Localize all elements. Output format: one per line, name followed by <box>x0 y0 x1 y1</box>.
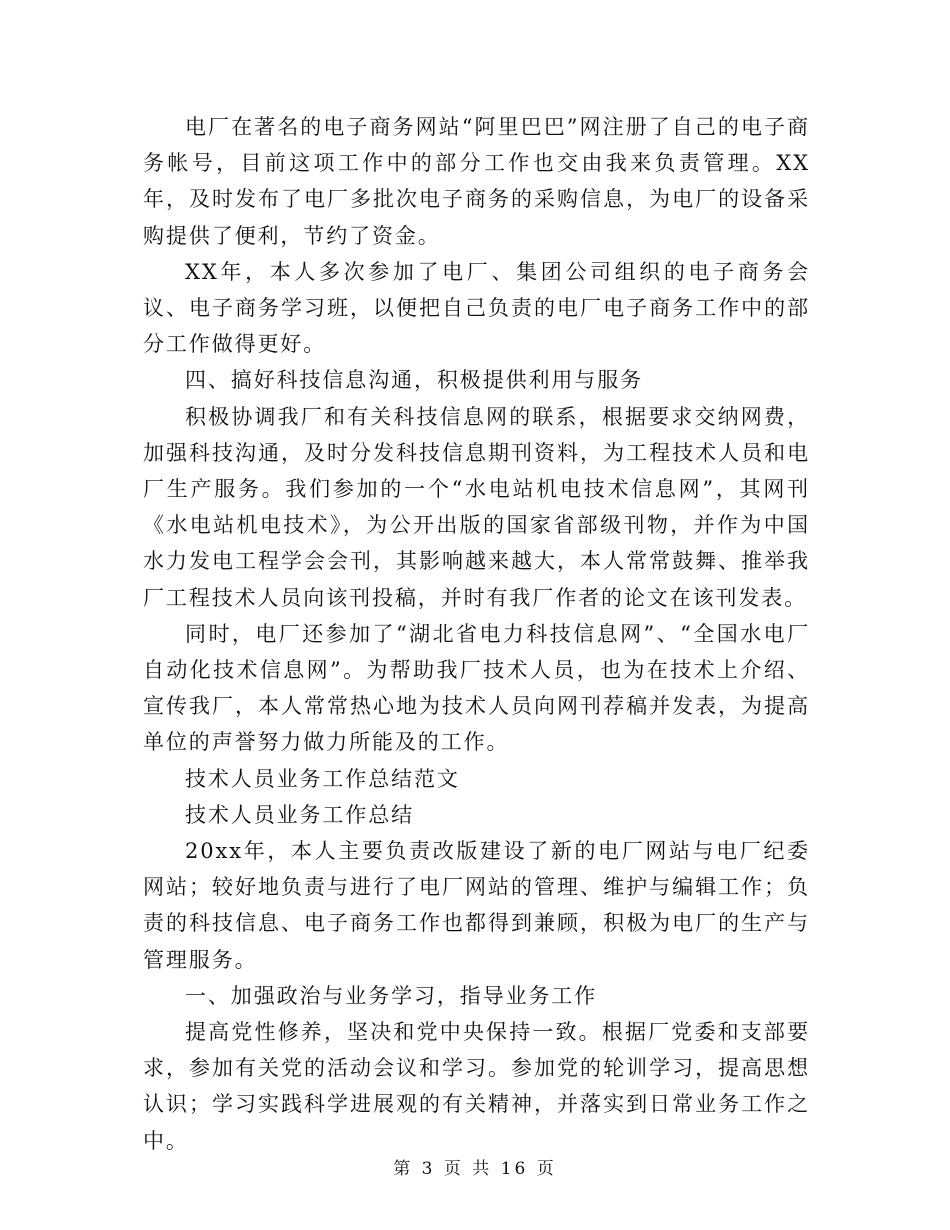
page-number-footer: 第 3 页 共 16 页 <box>393 1159 557 1179</box>
document-title: 技术人员业务工作总结范文 <box>185 766 460 791</box>
paragraph-hubei-network: 同时，电厂还参加了“湖北省电力科技信息网”、“全国水电厂自动化技术信息网”。为帮助我厂技术人员，也为在技术上介绍、宣传我厂，本人常常热心地为技术人员向网刊荐稿并发表，为提高单位的声誉努力做力所能及的工作。 <box>143 621 810 755</box>
paragraph-website-work: 20xx年，本人主要负责改版建设了新的电厂网站与电厂纪委网站；较好地负责与进行了电厂网站的管理、维护与编辑工作；负责的科技信息、电子商务工作也都得到兼顾，积极为电厂的生产与管理服务。 <box>143 839 810 972</box>
section-heading-political-study: 一、加强政治与业务学习，指导业务工作 <box>185 983 598 1008</box>
paragraph-alibaba-account: 电厂在著名的电子商务网站“阿里巴巴”网注册了自己的电子商务帐号，目前这项工作中的部分工作也交由我来负责管理。XX年，及时发布了电厂多批次电子商务的采购信息，为电厂的设备采购提供了便利，节约了资金。 <box>143 115 810 248</box>
paragraph-ecommerce-meetings: XX年，本人多次参加了电厂、集团公司组织的电子商务会议、电子商务学习班，以便把自己负责的电厂电子商务工作中的部分工作做得更好。 <box>143 259 810 357</box>
document-body <box>143 109 810 1159</box>
paragraph-party-study: 提高党性修养，坚决和党中央保持一致。根据厂党委和支部要求，参加有关党的活动会议和学习。参加党的轮训学习，提高思想认识；学习实践科学进展观的有关精神，并落实到日常业务工作之中。 <box>143 1020 810 1153</box>
paragraph-tech-info-network: 积极协调我厂和有关科技信息网的联系，根据要求交纳网费，加强科技沟通，及时分发科技信息期刊资料，为工程技术人员和电厂生产服务。我们参加的一个“水电站机电技术信息网”，其网刊《水电站机电技术》，为公开出版的国家省部级刊物，并作为中国水力发电工程学会会刊，其影响越来越大，本人常常鼓舞、推举我厂工程技术人员向该刊投稿，并时有我厂作者的论文在该刊发表。 <box>143 404 810 610</box>
document-subtitle: 技术人员业务工作总结 <box>185 802 414 827</box>
section-heading-tech-info: 四、搞好科技信息沟通，积极提供利用与服务 <box>185 368 643 393</box>
